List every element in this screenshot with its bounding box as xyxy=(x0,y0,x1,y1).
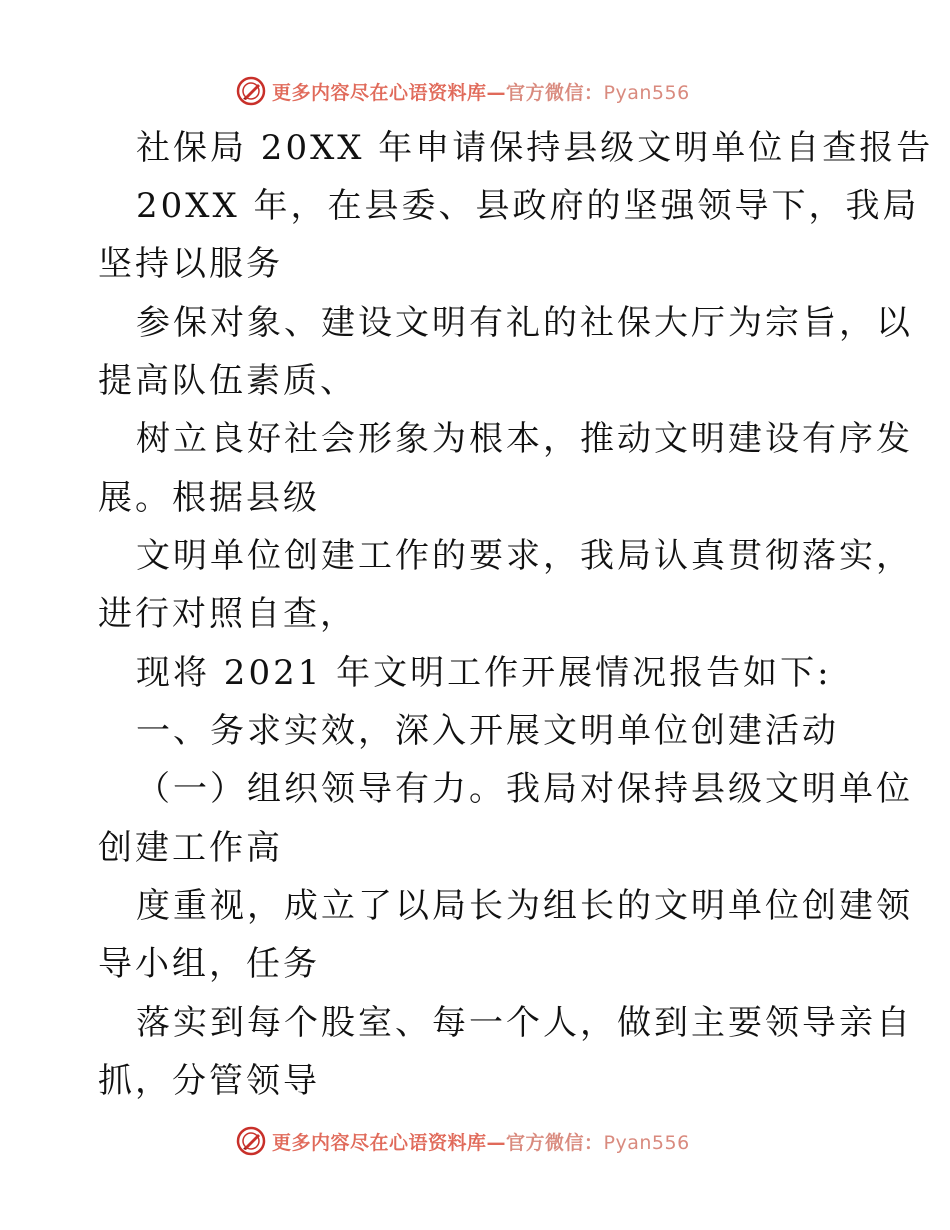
doc-line: 导小组，任务 xyxy=(98,944,320,984)
section-heading: 一、务求实效，深入开展文明单位创建活动 xyxy=(136,711,839,751)
doc-line: 文明单位创建工作的要求，我局认真贯彻落实， xyxy=(136,536,913,576)
watermark-sub: 官方微信： xyxy=(506,1131,604,1154)
doc-line: 参保对象、建设文明有礼的社保大厅为宗旨，以 xyxy=(136,303,913,343)
doc-line: 抓，分管领导 xyxy=(98,1061,320,1101)
watermark-dash: — xyxy=(486,1131,507,1154)
doc-line: 现将 2021 年文明工作开展情况报告如下: xyxy=(136,653,832,693)
watermark-sub: 官方微信： xyxy=(506,81,604,104)
doc-line: 创建工作高 xyxy=(98,828,283,868)
watermark-main: 更多内容尽在心语资料库 xyxy=(272,1131,487,1154)
doc-title: 社保局 20XX 年申请保持县级文明单位自查报告 xyxy=(136,128,934,168)
doc-line: 展。根据县级 xyxy=(98,478,320,518)
watermark-dash: — xyxy=(486,81,507,104)
doc-line: （一）组织领导有力。我局对保持县级文明单位 xyxy=(136,769,913,809)
watermark-text xyxy=(272,1128,690,1155)
doc-line: 落实到每个股室、每一个人，做到主要领导亲自 xyxy=(136,1003,913,1043)
watermark-text xyxy=(272,78,690,105)
pen-logo-icon xyxy=(236,76,266,106)
doc-line: 进行对照自查， xyxy=(98,594,357,634)
doc-line: 树立良好社会形象为根本，推动文明建设有序发 xyxy=(136,419,913,459)
pen-logo-icon xyxy=(236,1126,266,1156)
doc-line: 提高队伍素质、 xyxy=(98,361,357,401)
footer-watermark xyxy=(236,1126,716,1156)
watermark-id: Pyan556 xyxy=(603,1131,690,1154)
doc-line: 坚持以服务 xyxy=(98,244,283,284)
header-watermark xyxy=(236,76,716,106)
watermark-main: 更多内容尽在心语资料库 xyxy=(272,81,487,104)
doc-line: 20XX 年，在县委、县政府的坚强领导下，我局 xyxy=(136,186,920,226)
watermark-id: Pyan556 xyxy=(603,81,690,104)
doc-line: 度重视，成立了以局长为组长的文明单位创建领 xyxy=(136,886,913,926)
